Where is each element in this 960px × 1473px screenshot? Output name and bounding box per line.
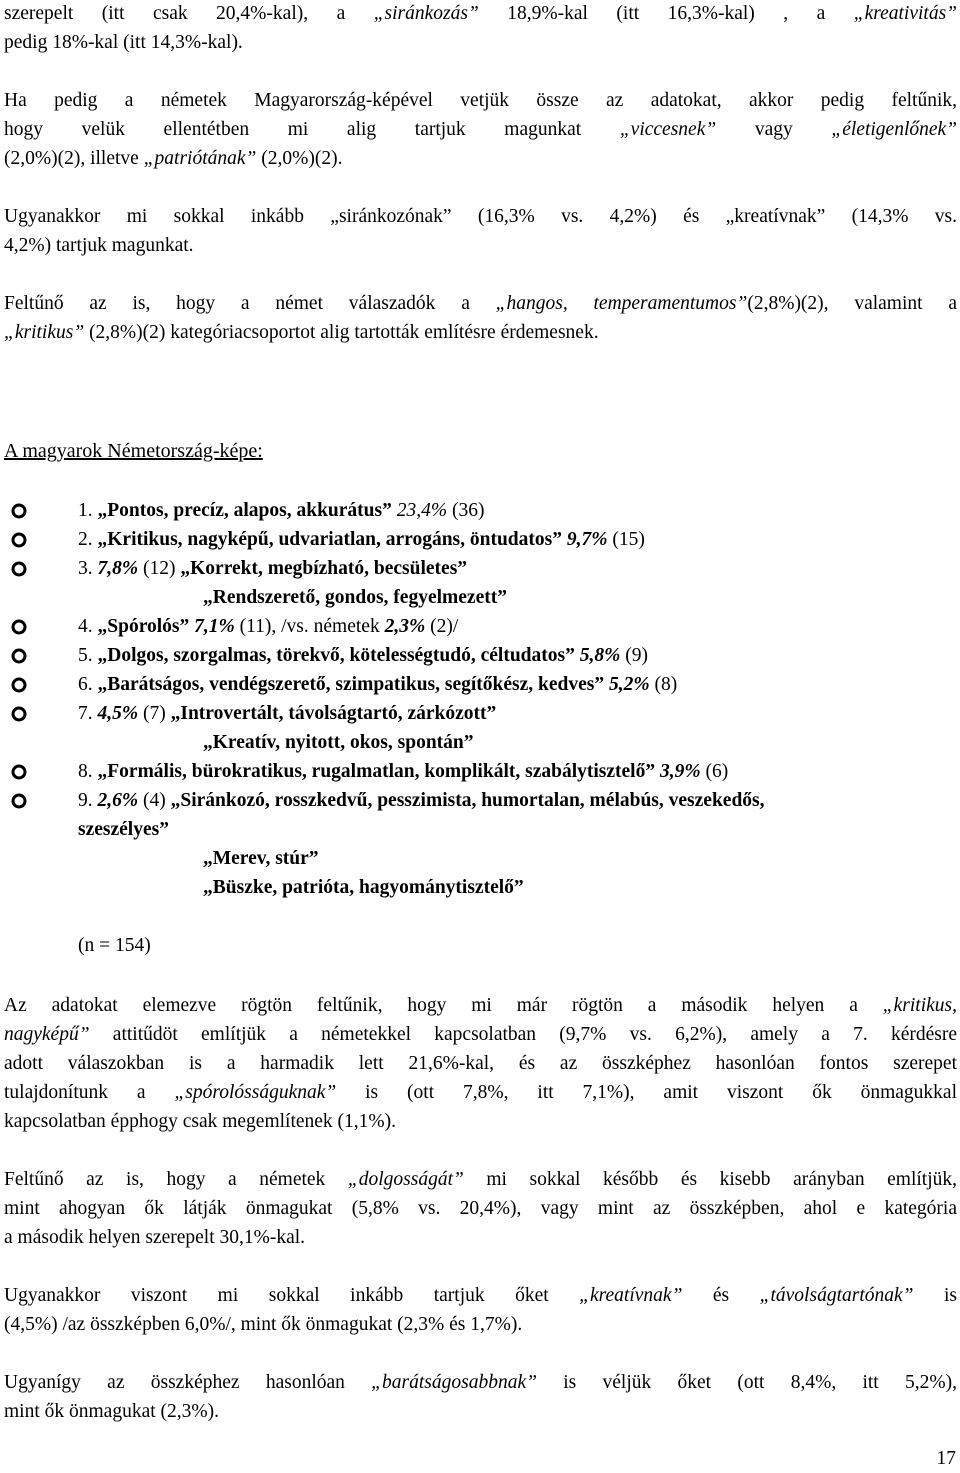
list-item: 3. 7,8% (12) „Korrekt, megbízható, becsületes” xyxy=(78,558,468,579)
paragraph-line: (4,5%) /az összképben 6,0%/, mint ők önmagukat (2,3% és 1,7%). xyxy=(4,1314,523,1335)
list-item: 7. 4,5% (7) „Introvertált, távolságtartó, zárkózott” xyxy=(78,703,497,724)
paragraph-line: Az adatokat elemezve rögtön feltűnik, hogy mi már rögtön a második helyen a „kritikus, xyxy=(4,995,957,1016)
list-item: 1. „Pontos, precíz, alapos, akkurátus” 23,4% (36) xyxy=(78,500,485,521)
paragraph-line: „kritikus” (2,8%)(2) kategóriacsoportot alig tartották említésre érdemesnek. xyxy=(4,322,599,343)
list-item: 8. „Formális, bürokratikus, rugalmatlan, komplikált, szabálytisztelő” 3,9% (6) xyxy=(78,761,729,782)
paragraph-line: Feltűnő az is, hogy a németek „dolgosságát” mi sokkal később és kisebb arányban említjük, xyxy=(4,1169,957,1190)
ring-bullet-icon xyxy=(10,792,28,810)
list-item-continuation: „Büszke, patrióta, hagyománytisztelő” xyxy=(203,877,524,898)
sample-size: (n = 154) xyxy=(78,935,151,956)
paragraph-line: hogy velük ellentétben mi alig tartjuk magunkat „viccesnek” vagy „életigenlőnek” xyxy=(4,119,958,140)
list-item-continuation: szeszélyes” xyxy=(78,819,169,840)
ring-bullet-icon xyxy=(10,676,28,694)
ring-bullet-icon xyxy=(10,531,28,549)
list-item-continuation: „Rendszerető, gondos, fegyelmezett” xyxy=(203,587,507,608)
list-item: 6. „Barátságos, vendégszerető, szimpatikus, segítőkész, kedves” 5,2% (8) xyxy=(78,674,678,695)
list-item-continuation: „Kreatív, nyitott, okos, spontán” xyxy=(203,732,474,753)
paragraph-line: mint ők önmagukat (2,3%). xyxy=(4,1401,220,1422)
paragraph-line: tulajdonítunk a „spórolósságuknak” is (ott 7,8%, itt 7,1%), amit viszont ők önmagukkal xyxy=(4,1082,957,1103)
ring-bullet-icon xyxy=(10,763,28,781)
section-heading: A magyarok Németország-képe: xyxy=(4,440,263,462)
paragraph-line: Feltűnő az is, hogy a német válaszadók a „hangos, temperamentumos”(2,8%)(2), valamint a xyxy=(4,293,958,314)
page-number: 17 xyxy=(936,1448,956,1469)
list-item: 2. „Kritikus, nagyképű, udvariatlan, arrogáns, öntudatos” 9,7% (15) xyxy=(78,529,645,550)
list-item: 9. 2,6% (4) „Siránkozó, rosszkedvű, pesszimista, humortalan, mélabús, veszekedős, xyxy=(78,790,765,811)
paragraph-line: Ugyanakkor viszont mi sokkal inkább tartjuk őket „kreatívnak” és „távolságtartónak” is xyxy=(4,1285,957,1306)
ring-bullet-icon xyxy=(10,647,28,665)
paragraph-line: 4,2%) tartjuk magunkat. xyxy=(4,235,194,256)
list-item: 5. „Dolgos, szorgalmas, törekvő, kötelességtudó, céltudatos” 5,8% (9) xyxy=(78,645,648,666)
ring-bullet-icon xyxy=(10,502,28,520)
paragraph-line: kapcsolatban épphogy csak megemlítenek (1,1%). xyxy=(4,1111,397,1132)
ring-bullet-icon xyxy=(10,705,28,723)
paragraph-line: nagyképű” attitűdöt említjük a németekkel kapcsolatban (9,7% vs. 6,2%), amely a 7. kérdésre xyxy=(4,1024,957,1045)
paragraph-line: (2,0%)(2), illetve „patriótának” (2,0%)(2). xyxy=(4,148,343,169)
list-item-continuation: „Merev, stúr” xyxy=(203,848,319,869)
ring-bullet-icon xyxy=(10,618,28,636)
paragraph-line: Ugyanakkor mi sokkal inkább „siránkozónak” (16,3% vs. 4,2%) és „kreatívnak” (14,3% vs. xyxy=(4,206,957,227)
paragraph-line: Ugyanígy az összképhez hasonlóan „barátságosabbnak” is véljük őket (ott 8,4%, itt 5,2%), xyxy=(4,1372,957,1393)
ring-bullet-icon xyxy=(10,560,28,578)
paragraph-line: szerepelt (itt csak 20,4%-kal), a „siránkozás” 18,9%-kal (itt 16,3%-kal) , a „kreativitás” xyxy=(4,3,957,24)
paragraph-line: mint ahogyan ők látják önmagukat (5,8% vs. 20,4%), vagy mint az összképben, ahol e kategória xyxy=(4,1198,957,1219)
paragraph-line: adott válaszokban is a harmadik lett 21,6%-kal, és az összképhez hasonlóan fontos szerepet xyxy=(4,1053,957,1074)
paragraph-line: a második helyen szerepelt 30,1%-kal. xyxy=(4,1227,306,1248)
list-item: 4. „Spórolós” 7,1% (11), /vs. németek 2,3% (2)/ xyxy=(78,616,459,637)
paragraph-line: Ha pedig a németek Magyarország-képével vetjük össze az adatokat, akkor pedig feltűnik, xyxy=(4,90,957,111)
paragraph-line: pedig 18%-kal (itt 14,3%-kal). xyxy=(4,32,243,53)
